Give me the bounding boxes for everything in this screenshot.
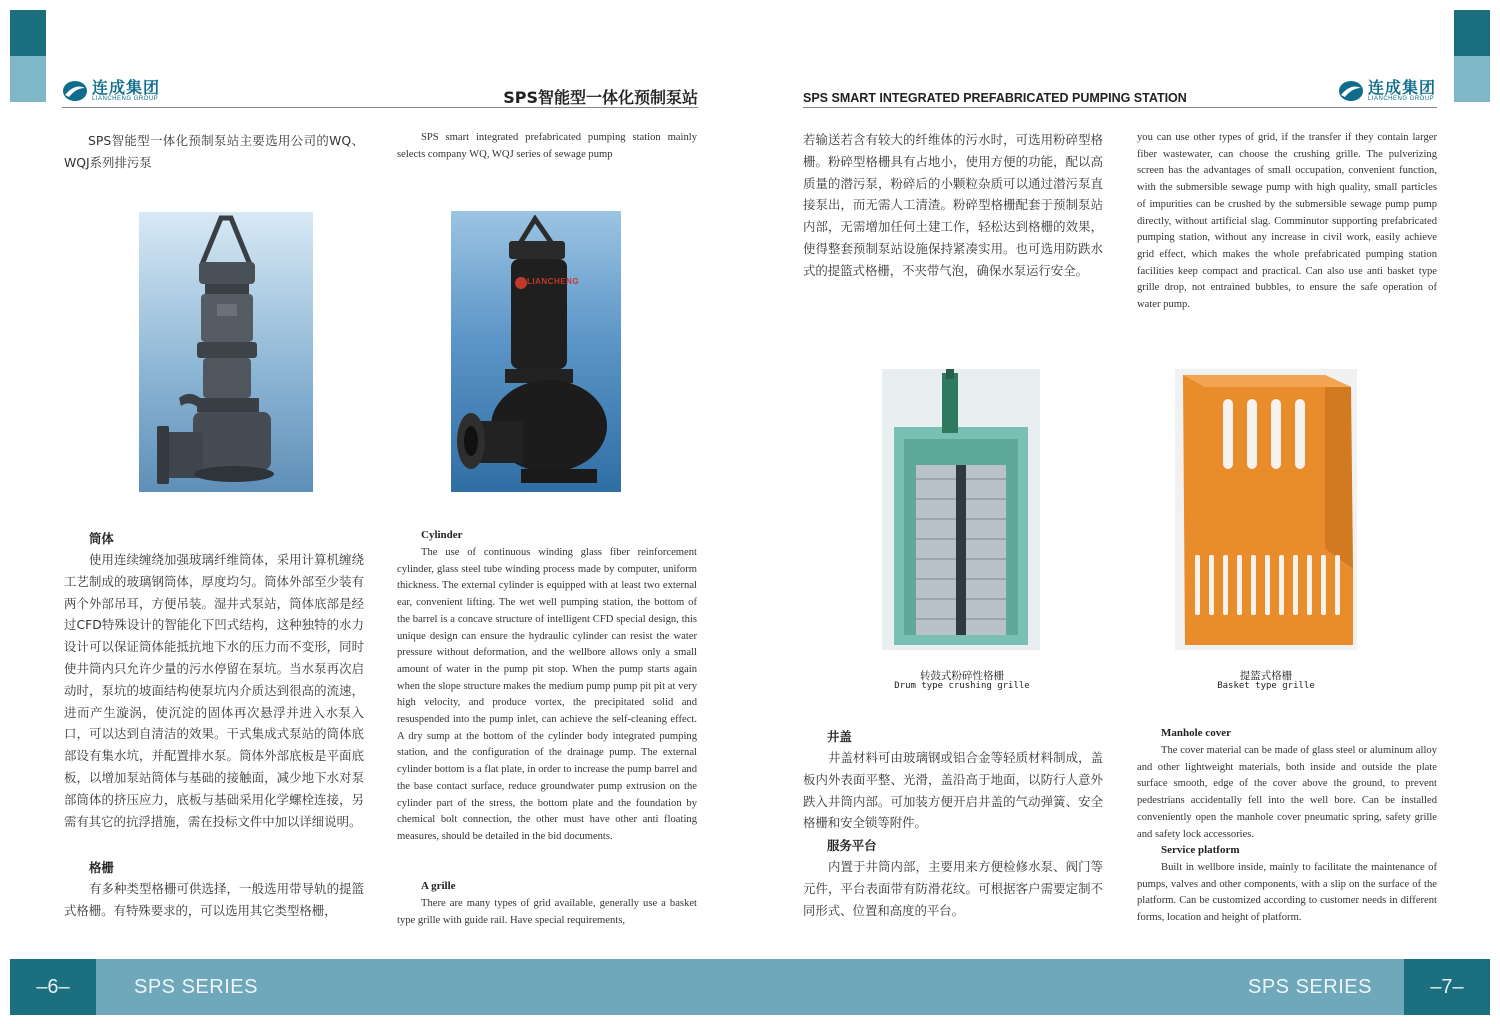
- platform-heading-en: Service platform: [1161, 844, 1240, 856]
- pump-brand-label: LIANCHENG: [527, 277, 580, 286]
- crushing-grille-text-cn: 若输送若含有较大的纤维体的污水时，可选用粉碎型格栅。粉碎型格栅具有占地小，使用方便的功能，配以高质量的潜污泵，粉碎后的小颗粒杂质可以通过潜污泵直接泵出，而无需人工清渣。粉碎型格栅配套于预制泵站内部，无需增加任何土建工作，轻松达到格栅的效果，使得整套预制泵站设施保持紧凑实用。也可选用防跌水式的提篮式格栅，不夹带气泡，确保水泵运行安全。: [803, 132, 1103, 278]
- series-label-left: SPS SERIES: [134, 976, 258, 998]
- header-rule-left: [62, 107, 698, 108]
- logo-mark-icon: [1338, 80, 1364, 102]
- platform-heading-cn: 服务平台: [827, 838, 877, 853]
- page-title-cn: SPS智能型一体化预制泵站: [503, 88, 698, 107]
- drum-grille-caption-en: Drum type crushing grille: [894, 681, 1030, 691]
- corner-bar-left-bottom: [10, 56, 46, 102]
- corner-bar-right-bottom: [1454, 56, 1490, 102]
- page-title-en: SPS SMART INTEGRATED PREFABRICATED PUMPING STATION: [803, 91, 1187, 105]
- cylinder-heading-cn: 筒体: [89, 531, 114, 546]
- logo-en-text: LIANCHENG GROUP: [1368, 96, 1435, 102]
- logo-mark-icon: [62, 80, 88, 102]
- basket-grille-icon: [1175, 369, 1357, 650]
- manhole-heading-cn: 井盖: [827, 729, 852, 744]
- cylinder-heading-en: Cylinder: [421, 529, 463, 541]
- header-rule-right: [803, 107, 1437, 108]
- cylinder-text-en: The use of continuous winding glass fiber reinforcement cylinder, glass steel tube winding process made by computer, uniform thickness. The external cylinder is equipped with at least two external ear, convenient lifting. The wet well pumping station, the bottom of the barrel is a concave structure of intelligent CFD special design, this unique design can ensure the hydraulic cylinder can resist the water pressure without deformation, and the wellbore allows only a small amount of water in the pump pit stop. When the pump starts again when the slope structure makes the medium pump pump pit pit at very high velocity, and produce vortex, the precipitated solid and resuspended into the pump inlet, can achieve the self-cleaning effect. A dry sump at the bottom of the cylinder body integrated pumping station, and the configuration of the drainage pump. The external cylinder bottom is a flat plate, in order to increase the pump barrel and the base contact surface, reduce groundwater pump extrusion on the cylinder part of the stress, the bottom plate and the foundation by chemical bolt connection, the other must have other anti floating measures, should be detailed in the bid documents.: [397, 547, 697, 842]
- platform-text-en: Built in wellbore inside, mainly to facilitate the maintenance of pumps, valves and other components, with a slip on the surface of the platform. Can be customized according to customer needs in different forms, location and height of platform.: [1137, 862, 1437, 924]
- grille-text-cn: 有多种类型格栅可供选择，一般选用带导轨的提篮式格栅。有特殊要求的，可以选用其它类型格栅，: [64, 881, 364, 918]
- corner-bar-left-top: [10, 10, 46, 56]
- logo-left: [62, 80, 160, 102]
- manhole-text-en: The cover material can be made of glass steel or aluminum alloy and other lightweight materials, both inside and outside the plate surface smooth, edge of the cover above the ground, to prevent pedestrians accidentally fell into the well bore. Can be installed conveniently open the manhole cover pneumatic spring, safety grille and safety lock accessories.: [1137, 745, 1437, 840]
- manhole-heading-en: Manhole cover: [1161, 727, 1231, 739]
- basket-grille-caption-cn: 提篮式格栅: [1239, 670, 1293, 682]
- page-number-left: –6–: [10, 959, 96, 1015]
- crushing-grille-text-en: you can use other types of grid, if the transfer if they contain larger fiber wastewater, can choose the crushing grille. The pulverizing screen has the advantages of small occupation, convenient function, with the submersible sewage pump with high quality, small particles of impurities can be crushed by the submersible sewage pump pump directly, without artificial slag. Comminutor supporting prefabricated pumping station, without any increase in civil work, easily achieve grid effect, which makes the whole prefabricated pumping station facilities keep compact and practical. Can also use anti basket type grille drop, not entrained bubbles, to ensure the safe operation of water pump.: [1137, 132, 1437, 311]
- cylinder-text-cn: 使用连续缠绕加强玻璃纤维筒体，采用计算机缠绕工艺制成的玻璃钢筒体，厚度均匀。筒体外部至少装有两个外部吊耳，方便吊装。湿井式泵站，筒体底部是经过CFD特殊设计的智能化下凹式结构，这种独特的水力设计可以保证筒体能抵抗地下水的压力而不变形，同时使井筒内只允许少量的污水停留在泵坑。当水泵再次启动时，泵坑的坡面结构使泵坑内介质达到很高的流速，进而产生漩涡，使沉淀的固体再次悬浮并进入水泵入口，可以达到自清洁的效果。干式集成式泵站的筒体底部设有集水坑，并配置排水泵。筒体外部底板是平面底板，以增加泵站筒体与基础的接触面，减少地下水对泵部筒体的挤压应力，底板与基础采用化学螺栓连接，另需有其它的抗浮措施，需在投标文件中加以详细说明。: [64, 552, 364, 829]
- logo-right: [1338, 80, 1436, 102]
- drum-grille-caption-cn: 转鼓式粉碎性格栅: [920, 670, 1004, 682]
- logo-cn-text: 连成集团: [92, 78, 161, 97]
- series-label-right: SPS SERIES: [1248, 976, 1372, 998]
- grille-text-en: There are many types of grid available, generally use a basket type grille with guide rail. Have special requirements,: [397, 898, 697, 926]
- pump-image-wqj: [451, 211, 621, 492]
- grille-heading-en: A grille: [421, 880, 456, 892]
- pump-image-wq: [139, 212, 313, 492]
- logo-cn-text: 连成集团: [1368, 78, 1437, 97]
- drum-grille-image: [882, 369, 1040, 650]
- platform-text-cn: 内置于井筒内部，主要用来方便检修水泵、阀门等元件，平台表面带有防滑花纹。可根据客户需要定制不同形式、位置和高度的平台。: [803, 859, 1103, 918]
- basket-grille-image: [1175, 369, 1357, 650]
- sewage-pump-icon: [451, 211, 621, 492]
- intro-en: SPS smart integrated prefabricated pumping station mainly selects company WQ, WQJ series of sewage pump: [397, 132, 697, 160]
- grille-heading-cn: 格栅: [89, 860, 114, 875]
- intro-cn: SPS智能型一体化预制泵站主要选用公司的WQ、WQJ系列排污泵: [64, 133, 364, 170]
- logo-en-text: LIANCHENG GROUP: [92, 96, 159, 102]
- drum-grille-icon: [882, 369, 1040, 650]
- manhole-text-cn: 井盖材料可由玻璃钢或铝合金等轻质材料制成，盖板内外表面平整、光滑，盖沿高于地面，以防行人意外跌入井筒内部。可加装方便开启井盖的气动弹簧、安全格栅和安全锁等附件。: [803, 750, 1103, 831]
- page-number-right: –7–: [1404, 959, 1490, 1015]
- corner-bar-right-top: [1454, 10, 1490, 56]
- basket-grille-caption-en: Basket type grille: [1217, 681, 1315, 691]
- submersible-pump-icon: [139, 212, 313, 492]
